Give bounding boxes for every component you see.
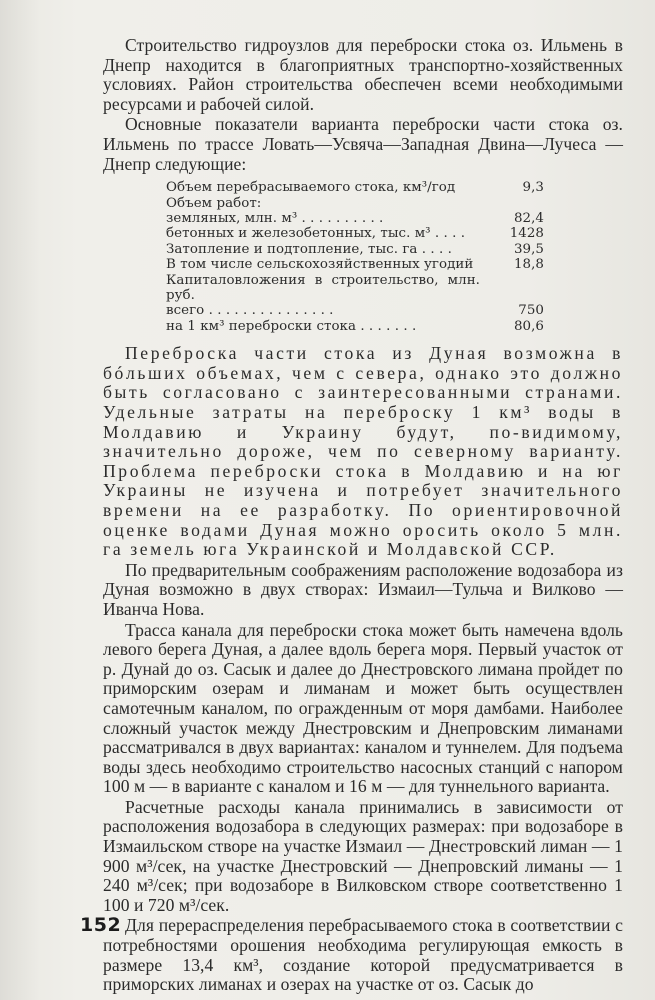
table-value: 1428 bbox=[509, 226, 544, 242]
table-row bbox=[166, 211, 606, 226]
table-value: 750 bbox=[518, 303, 544, 319]
table-value: 18,8 bbox=[513, 257, 544, 273]
table-label: Капиталовложения в строительство, млн. руб. bbox=[166, 272, 480, 303]
page-number: 152 bbox=[80, 914, 122, 936]
table-label: всего . . . . . . . . . . . . . . . bbox=[166, 303, 334, 319]
table-label: на 1 км³ переброски стока . . . . . . . bbox=[166, 318, 417, 334]
table-row bbox=[166, 319, 606, 334]
table-value: 9,3 bbox=[522, 180, 544, 196]
paragraph: Переброска части стока из Дуная возможна в бóльших объемах, чем с севера, однако это должно быть согласовано с заинтересованными странами. Удельные затраты на переброску 1 км³ воды в Молдавию и Украину будут, по-видимому, значительно дороже, чем по северному варианту. Проблема переброски стока в Молдавию и на юг Украины не изучена и потребует значительного времени на ее разработку. По ориентировочной оценке водами Дуная можно оросить около 5 млн. га земель юга Украинской и Молдавской ССР. bbox=[103, 343, 623, 560]
table-label: Затопление и подтопление, тыс. га . . . . bbox=[166, 241, 452, 257]
table-row bbox=[166, 257, 606, 272]
table-label: Объем работ: bbox=[166, 195, 262, 211]
paragraph: Расчетные расходы канала принимались в зависимости от расположения водозабора в следующих размерах: при водозаборе в Измаильском створе на участке Измаил — Днестровский лиман — 1 900 м³/сек, на участке Днестровский — Днепровский лиманы — 1 240 м³/сек; при водозаборе в Вилковском створе соответственно 1 100 и 720 м³/сек. bbox=[103, 796, 623, 915]
table-row bbox=[166, 196, 606, 211]
paragraph: Для перераспределения перебрасываемого стока в соответствии с потребностями орошения необходима регулирующая емкость в размере 13,4 км³, создание которой предусматривается в приморских лиманах и озерах на участке от оз. Сасык до bbox=[103, 915, 623, 995]
table-row bbox=[166, 303, 606, 318]
table-value: 39,5 bbox=[513, 241, 544, 257]
table-label: земляных, млн. м³ . . . . . . . . . . bbox=[166, 210, 384, 226]
table-row bbox=[166, 180, 606, 195]
table-label: бетонных и железобетонных, тыс. м³ . . . . bbox=[166, 226, 466, 242]
body-text bbox=[103, 36, 623, 996]
table-row bbox=[166, 242, 606, 257]
table-value: 82,4 bbox=[513, 210, 544, 226]
indicators-table bbox=[166, 180, 606, 334]
table-row bbox=[166, 226, 606, 241]
table-label: Объем перебрасываемого стока, км³/год bbox=[166, 180, 456, 196]
paragraph: Трасса канала для переброски стока может быть намечена вдоль левого берега Дуная, а далее вдоль берега моря. Первый участок от р. Дунай до оз. Сасык и далее до Днестровского лимана пройдет по приморским озерам и лиманам и может быть осуществлен самотечным каналом, по огражденным от моря дамбами. Наиболее сложный участок между Днестровским и Днепровским лиманами рассматривался в двух вариантах: каналом и туннелем. Для подъема воды здесь необходимо строительство насосных станций с напором 100 м — в варианте с каналом и 16 м — для туннельного варианта. bbox=[103, 619, 623, 797]
table-row bbox=[166, 273, 606, 304]
paragraph: Основные показатели варианта переброски части стока оз. Ильмень по трассе Ловать—Усвяча—Западная Двина—Лучеса — Днепр следующие: bbox=[103, 114, 623, 174]
table-value: 80,6 bbox=[513, 318, 544, 334]
paragraph: По предварительным соображениям расположение водозабора из Дуная возможно в двух створах: Измаил—Тульча и Вилково — Иванча Нова. bbox=[103, 559, 623, 619]
paragraph: Строительство гидроузлов для переброски стока оз. Ильмень в Днепр находится в благоприятных транспортно-хозяйственных условиях. Район строительства обеспечен всеми необходимыми ресурсами и рабочей силой. bbox=[103, 35, 623, 114]
table-label: В том числе сельскохозяйственных угодий bbox=[166, 257, 474, 273]
